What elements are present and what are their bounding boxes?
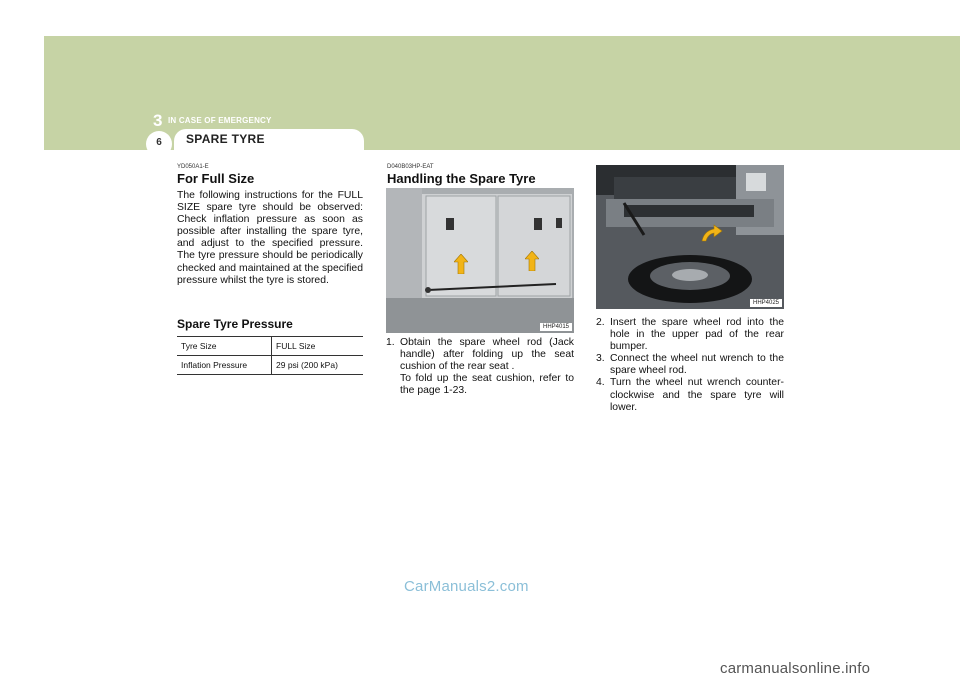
table-row [177, 356, 363, 375]
spare-tyre-pressure-table [177, 336, 363, 375]
list-item [596, 377, 784, 413]
step-number: 4. [596, 377, 605, 389]
step-text: Insert the spare wheel rod into the hole in the upper pad of the rear bumper. [610, 317, 784, 353]
section-code-left: YD050A1-E [177, 164, 209, 170]
spare-wheel-steps-list [596, 317, 784, 414]
list-item [596, 353, 784, 377]
step-number: 3. [596, 353, 605, 365]
step-text: To fold up the seat cushion, refer to the page 1-23. [400, 373, 574, 397]
step-text: Turn the wheel nut wrench counter-clockwise and the spare tyre will lower. [610, 377, 784, 413]
handling-steps-list [386, 337, 574, 397]
photo-label-hhp4025: HHP4025 [750, 299, 782, 307]
step-number: 1. [386, 337, 395, 348]
section-tab-label: SPARE TYRE [186, 132, 265, 146]
full-size-instructions: The following instructions for the FULL SIZE spare tyre should be observed: Check inflation pressure as soon as possible after installing the spare tyre, and adjust to the specified pressure. The tyre pressure should be periodically checked and maintained at the specified pressure whilst the tyre is stored. [177, 190, 363, 286]
up-arrow-icon [525, 251, 539, 271]
watermark-footer: carmanualsonline.info [720, 660, 871, 677]
table-cell-key: Tyre Size [177, 337, 272, 356]
list-item [386, 337, 574, 373]
section-code-middle: D040B03HP-EAT [387, 164, 434, 170]
photo-label-hhp4015: HHP4015 [540, 323, 572, 331]
heading-handling-spare-tyre: Handling the Spare Tyre [387, 171, 536, 186]
step-text: Connect the wheel nut wrench to the spare wheel rod. [610, 353, 784, 377]
chapter-number: 3 [153, 111, 163, 130]
watermark-carmanuals2: CarManuals2.com [404, 578, 529, 595]
step-number: 2. [596, 317, 605, 328]
up-arrow-icon [454, 254, 468, 274]
heading-full-size: For Full Size [177, 171, 255, 186]
spare-wheel-photo [596, 165, 784, 309]
curved-arrow-icon [700, 223, 724, 243]
table-cell-value: FULL Size [272, 337, 364, 356]
heading-spare-tyre-pressure: Spare Tyre Pressure [177, 317, 293, 331]
step-text: Obtain the spare wheel rod (Jack handle) after folding up the seat cushion of the rear seat . [400, 337, 574, 373]
table-cell-value: 29 psi (200 kPa) [276, 360, 338, 370]
rear-seat-illustration [386, 188, 574, 333]
rear-seat-photo [386, 188, 574, 333]
list-item [386, 373, 574, 397]
chapter-title: IN CASE OF EMERGENCY [168, 116, 272, 125]
table-row [177, 337, 363, 356]
table-cell-key: Inflation Pressure [177, 356, 272, 375]
page-number: 6 [156, 137, 162, 148]
list-item [596, 317, 784, 353]
spare-wheel-illustration [596, 165, 784, 309]
